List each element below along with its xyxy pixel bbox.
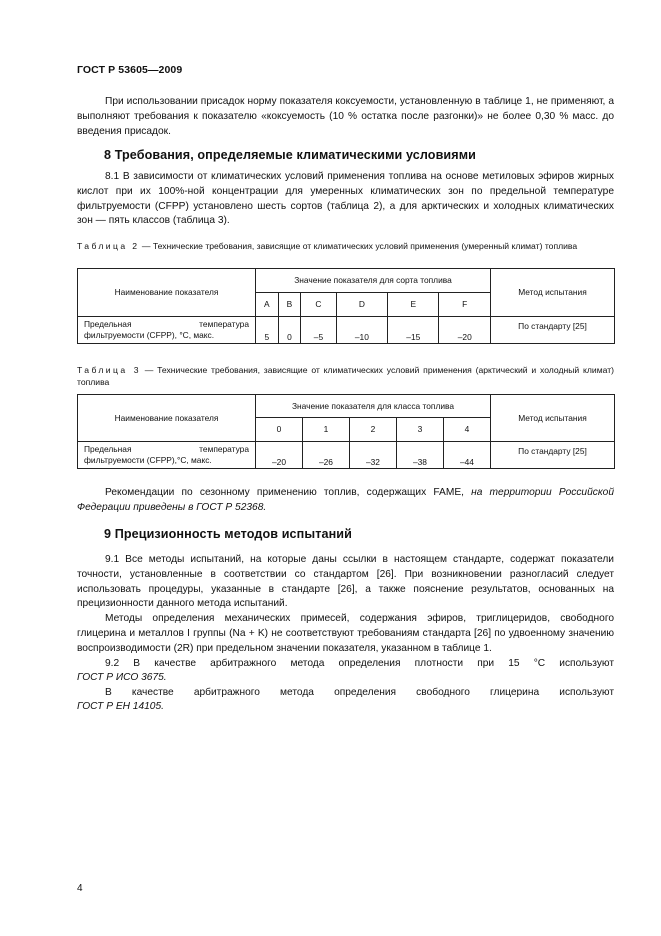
table-2-method: По стандарту [25] [491, 317, 615, 344]
table-2-subheader: E [388, 293, 439, 317]
table-3-value: –32 [349, 442, 396, 469]
section-9-title: 9 Прецизионность методов испытаний [104, 527, 352, 541]
table-3-header-group: Значение показателя для класса топлива [256, 395, 491, 418]
section-9-paragraph-2: Методы определения механических примесей, содержания эфиров, триглицеридов, свободного глицерина и металлов I группы (Na + K) не соответствуют требованиям стандарта [26] по удвоенному значению воспроизводимости (2R) при предельном значении показателя, указанном в таблице 1. [77, 613, 614, 654]
table-3-row-name: Предельная температура фильтруемости (CFPP),°С, макс. [78, 442, 256, 469]
table-2-header-name: Наименование показателя [78, 269, 256, 317]
table-3-header-method: Метод испытания [491, 395, 615, 442]
section-9-paragraph-4b: ГОСТ Р ЕН 14105. [77, 701, 164, 712]
section-8-title: 8 Требования, определяемые климатическими условиями [104, 148, 476, 162]
table-2-subheader: C [301, 293, 336, 317]
section-8-paragraph: 8.1 В зависимости от климатических условий применения топлива на основе метиловых эфиров жирных кислот при их 100%-ной концентрации для умеренных климатических зон по предельной температуре фильтруемости (CFPP) установлено шесть сортов (таблица 2), а для арктических и холодных климатических зон — пять классов (таблица 3). [77, 171, 614, 227]
table-2-subheader: F [439, 293, 491, 317]
section-9-paragraph-3b: ГОСТ Р ИСО 3675. [77, 672, 167, 683]
table-2-header-method: Метод испытания [491, 269, 615, 317]
page-number: 4 [77, 883, 83, 894]
table-3-subheader: 4 [443, 418, 490, 442]
table-2-value: –5 [301, 317, 336, 344]
table-2-row-name: Предельная температура фильтруемости (CFPP), °С, макс. [78, 317, 256, 344]
table-3-caption: Таблица 3 — Технические требования, зависящие от климатических условий применения (арктический и холодный климат) топлива [77, 365, 615, 387]
table-2 [77, 268, 615, 344]
table-3-value: –44 [443, 442, 490, 469]
intro-paragraph: При использовании присадок норму показателя коксуемости, установленную в таблице 1, не применяют, а выполняют требования к показателю «коксуемость (10 % остатка после разгонки)» не более 0,30 % масс. до введения присадок. [77, 96, 614, 137]
table-2-header-group: Значение показателя для сорта топлива [256, 269, 491, 293]
table-2-value: 5 [256, 317, 279, 344]
table-3-subheader: 2 [349, 418, 396, 442]
section-9-paragraph-3a: 9.2 В качестве арбитражного метода определения плотности при 15 °С используют [105, 658, 614, 669]
table-2-value: –20 [439, 317, 491, 344]
table-2-subheader: B [278, 293, 301, 317]
document-header: ГОСТ Р 53605—2009 [77, 64, 183, 76]
table-3-value: –26 [302, 442, 349, 469]
table-2-value: –10 [336, 317, 387, 344]
table-3 [77, 394, 615, 469]
table-3-method: По стандарту [25] [491, 442, 615, 469]
section-9-paragraph-1: 9.1 Все методы испытаний, на которые даны ссылки в настоящем стандарте, содержат показатели точности, установленные в соответствии со стандартом [26]. При возникновении разногласий следует использовать процедуры, указанные в стандарте [26], а также пояснение результатов, основанных на прецизионности данного метода испытаний. [77, 554, 614, 610]
table-3-value: –20 [256, 442, 303, 469]
table-2-value: 0 [278, 317, 301, 344]
table-3-subheader: 1 [302, 418, 349, 442]
table-2-subheader: D [336, 293, 387, 317]
section-9-paragraph-4a: В качестве арбитражного метода определения свободного глицерина используют [105, 687, 614, 698]
table-3-header-name: Наименование показателя [78, 395, 256, 442]
table-2-value: –15 [388, 317, 439, 344]
table-3-value: –38 [396, 442, 443, 469]
recommendation-paragraph: Рекомендации по сезонному применению топлив, содержащих FAME, на территории Российской Федерации приведены в ГОСТ Р 52368. [77, 487, 614, 513]
table-3-subheader: 3 [396, 418, 443, 442]
table-2-subheader: A [256, 293, 279, 317]
table-3-subheader: 0 [256, 418, 303, 442]
table-2-caption: Таблица 2 — Технические требования, зависящие от климатических условий применения (умеренный климат) топлива [77, 241, 578, 251]
